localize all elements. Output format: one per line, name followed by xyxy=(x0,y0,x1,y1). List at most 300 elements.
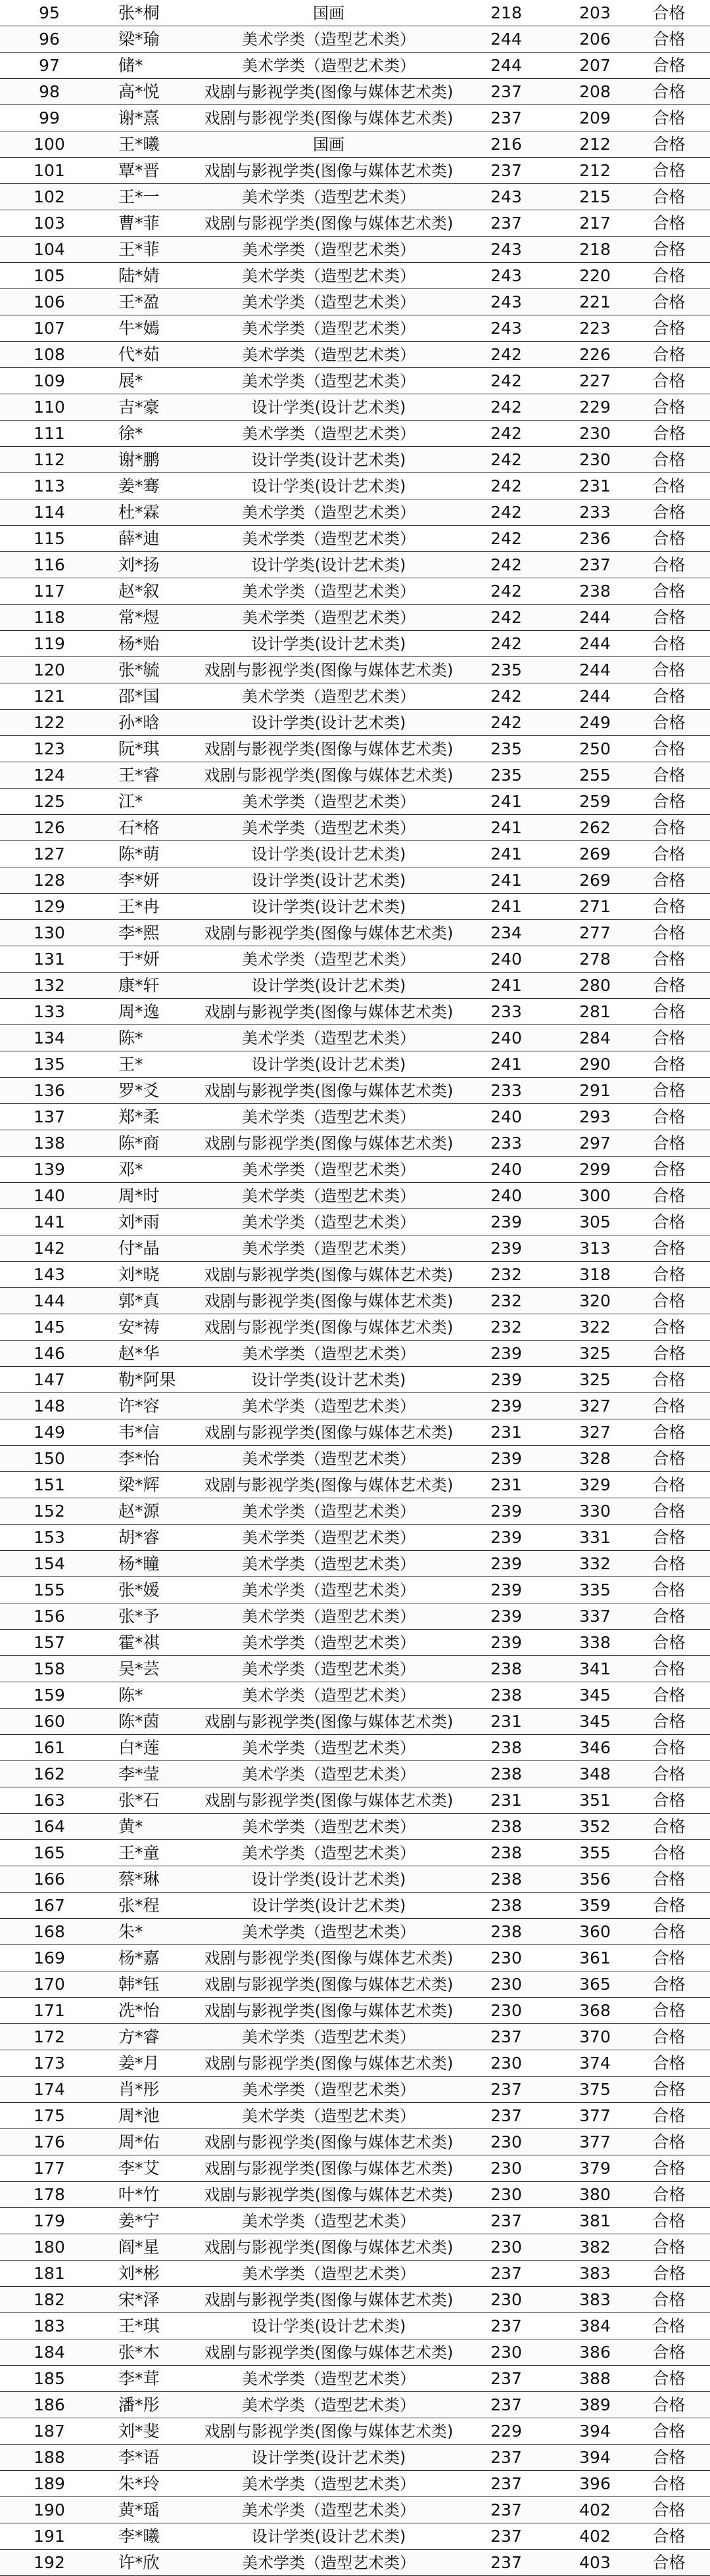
result-cell: 合格 xyxy=(652,2500,686,2519)
result-cell: 合格 xyxy=(652,2369,686,2388)
result-cell: 合格 xyxy=(652,2422,686,2441)
rank-cell: 355 xyxy=(579,1843,611,1862)
table-row xyxy=(0,1551,710,1577)
score-cell: 241 xyxy=(490,1055,522,1074)
table-row xyxy=(0,2523,710,2550)
seq-cell: 152 xyxy=(34,1502,65,1521)
name-cell: 韦*信 xyxy=(118,1423,160,1442)
rank-cell: 293 xyxy=(579,1107,611,1126)
score-cell: 232 xyxy=(490,1291,522,1310)
score-cell: 242 xyxy=(490,634,522,653)
rank-cell: 348 xyxy=(579,1764,611,1783)
name-cell: 赵*华 xyxy=(118,1344,160,1363)
result-cell: 合格 xyxy=(652,1344,686,1363)
score-cell: 237 xyxy=(490,214,522,233)
seq-cell: 170 xyxy=(34,1975,65,1994)
major-cell: 设计学类(设计艺术类) xyxy=(251,555,406,574)
result-cell: 合格 xyxy=(652,950,686,969)
name-cell: 储* xyxy=(118,56,143,75)
major-cell: 戏剧与影视学类(图像与媒体艺术类) xyxy=(204,1975,454,1994)
name-cell: 张*媛 xyxy=(118,1580,160,1599)
result-cell: 合格 xyxy=(652,1948,686,1967)
table-row xyxy=(0,26,710,53)
name-cell: 肖*彤 xyxy=(118,2080,160,2099)
score-cell: 238 xyxy=(490,1686,522,1705)
name-cell: 付*晶 xyxy=(118,1239,160,1258)
seq-cell: 179 xyxy=(34,2211,65,2230)
seq-cell: 129 xyxy=(34,897,65,916)
score-cell: 218 xyxy=(490,3,522,22)
major-cell: 美术学类（造型艺术类） xyxy=(242,1396,415,1415)
rank-cell: 402 xyxy=(579,2500,611,2519)
table-row xyxy=(0,473,710,499)
table-row xyxy=(0,1656,710,1682)
table-row xyxy=(0,2313,710,2339)
major-cell: 美术学类（造型艺术类） xyxy=(242,2395,415,2414)
table-row xyxy=(0,526,710,552)
seq-cell: 120 xyxy=(34,660,65,679)
rank-cell: 244 xyxy=(579,687,611,706)
table-row xyxy=(0,1288,710,1314)
rank-cell: 328 xyxy=(579,1449,611,1468)
score-cell: 239 xyxy=(490,1370,522,1389)
seq-cell: 122 xyxy=(34,713,65,732)
rank-cell: 379 xyxy=(579,2159,611,2178)
seq-cell: 111 xyxy=(34,424,65,443)
result-cell: 合格 xyxy=(652,1449,686,1468)
major-cell: 美术学类（造型艺术类） xyxy=(242,2500,415,2519)
rank-cell: 327 xyxy=(579,1423,611,1442)
table-row xyxy=(0,1367,710,1393)
score-cell: 240 xyxy=(490,950,522,969)
rank-cell: 206 xyxy=(579,30,611,49)
name-cell: 姜*月 xyxy=(118,2054,160,2073)
score-cell: 237 xyxy=(490,82,522,101)
name-cell: 赵*源 xyxy=(118,1502,160,1521)
result-cell: 合格 xyxy=(652,739,686,758)
score-cell: 242 xyxy=(490,529,522,548)
table-row xyxy=(0,210,710,237)
score-cell: 230 xyxy=(490,2159,522,2178)
result-cell: 合格 xyxy=(652,450,686,469)
table-row xyxy=(0,1051,710,1078)
table-row xyxy=(0,342,710,368)
seq-cell: 123 xyxy=(34,739,65,758)
seq-cell: 180 xyxy=(34,2238,65,2257)
score-cell: 237 xyxy=(490,2369,522,2388)
rank-cell: 271 xyxy=(579,897,611,916)
name-cell: 孙*晗 xyxy=(118,713,160,732)
name-cell: 潘*彤 xyxy=(118,2395,160,2414)
result-cell: 合格 xyxy=(652,214,686,233)
result-cell: 合格 xyxy=(652,871,686,890)
name-cell: 石*格 xyxy=(118,818,160,837)
table-row xyxy=(0,1498,710,1525)
result-cell: 合格 xyxy=(652,2448,686,2467)
table-row xyxy=(0,2445,710,2471)
score-cell: 240 xyxy=(490,1160,522,1179)
result-cell: 合格 xyxy=(652,2395,686,2414)
major-cell: 戏剧与影视学类(图像与媒体艺术类) xyxy=(204,2001,454,2020)
table-row xyxy=(0,683,710,710)
seq-cell: 102 xyxy=(34,187,65,206)
score-cell: 232 xyxy=(490,1265,522,1284)
name-cell: 陈*商 xyxy=(118,1134,160,1153)
name-cell: 李*艾 xyxy=(118,2159,160,2178)
score-cell: 239 xyxy=(490,1344,522,1363)
name-cell: 张*石 xyxy=(118,1791,160,1810)
major-cell: 戏剧与影视学类(图像与媒体艺术类) xyxy=(204,1002,454,1021)
result-cell: 合格 xyxy=(652,1239,686,1258)
name-cell: 刘*扬 xyxy=(118,555,160,574)
result-cell: 合格 xyxy=(652,634,686,653)
table-row xyxy=(0,1682,710,1709)
seq-cell: 162 xyxy=(34,1764,65,1783)
major-cell: 戏剧与影视学类(图像与媒体艺术类) xyxy=(204,2159,454,2178)
seq-cell: 118 xyxy=(34,608,65,627)
major-cell: 设计学类(设计艺术类) xyxy=(251,1370,406,1389)
seq-cell: 191 xyxy=(34,2527,65,2546)
table-row xyxy=(0,79,710,105)
major-cell: 美术学类（造型艺术类） xyxy=(242,371,415,390)
table-row xyxy=(0,315,710,342)
name-cell: 王*睿 xyxy=(118,766,160,785)
table-row xyxy=(0,1025,710,1051)
rank-cell: 335 xyxy=(579,1580,611,1599)
rank-cell: 380 xyxy=(579,2185,611,2204)
score-cell: 239 xyxy=(490,1607,522,1626)
score-cell: 239 xyxy=(490,1239,522,1258)
major-cell: 设计学类(设计艺术类) xyxy=(251,2448,406,2467)
table-row xyxy=(0,368,710,394)
name-cell: 李*熙 xyxy=(118,923,160,942)
result-cell: 合格 xyxy=(652,713,686,732)
seq-cell: 141 xyxy=(34,1212,65,1231)
score-cell: 216 xyxy=(490,135,522,154)
major-cell: 美术学类（造型艺术类） xyxy=(242,2474,415,2493)
seq-cell: 116 xyxy=(34,555,65,574)
rank-cell: 280 xyxy=(579,976,611,995)
major-cell: 美术学类（造型艺术类） xyxy=(242,2211,415,2230)
result-cell: 合格 xyxy=(652,2027,686,2046)
rank-cell: 394 xyxy=(579,2448,611,2467)
table-row xyxy=(0,973,710,999)
name-cell: 刘*斐 xyxy=(118,2422,160,2441)
result-cell: 合格 xyxy=(652,371,686,390)
major-cell: 美术学类（造型艺术类） xyxy=(242,687,415,706)
seq-cell: 161 xyxy=(34,1738,65,1757)
score-cell: 239 xyxy=(490,1580,522,1599)
table-row xyxy=(0,1709,710,1735)
name-cell: 勒*阿果 xyxy=(118,1370,176,1389)
table-row xyxy=(0,2497,710,2523)
major-cell: 美术学类（造型艺术类） xyxy=(242,1186,415,1205)
score-cell: 242 xyxy=(490,555,522,574)
seq-cell: 115 xyxy=(34,529,65,548)
seq-cell: 110 xyxy=(34,398,65,417)
major-cell: 戏剧与影视学类(图像与媒体艺术类) xyxy=(204,2290,454,2309)
major-cell: 美术学类（造型艺术类） xyxy=(242,1764,415,1783)
result-cell: 合格 xyxy=(652,1370,686,1389)
result-cell: 合格 xyxy=(652,976,686,995)
major-cell: 设计学类(设计艺术类) xyxy=(251,2316,406,2335)
major-cell: 国画 xyxy=(313,135,344,154)
major-cell: 设计学类(设计艺术类) xyxy=(251,476,406,495)
seq-cell: 101 xyxy=(34,161,65,180)
result-cell: 合格 xyxy=(652,792,686,811)
seq-cell: 145 xyxy=(34,1318,65,1337)
score-cell: 230 xyxy=(490,2343,522,2362)
rank-cell: 212 xyxy=(579,161,611,180)
rank-cell: 370 xyxy=(579,2027,611,2046)
score-cell: 241 xyxy=(490,871,522,890)
major-cell: 美术学类（造型艺术类） xyxy=(242,424,415,443)
score-cell: 241 xyxy=(490,818,522,837)
name-cell: 周*逸 xyxy=(118,1002,160,1021)
rank-cell: 382 xyxy=(579,2238,611,2257)
score-cell: 230 xyxy=(490,2054,522,2073)
score-cell: 243 xyxy=(490,292,522,311)
result-cell: 合格 xyxy=(652,2054,686,2073)
table-row xyxy=(0,263,710,289)
rank-cell: 356 xyxy=(579,1870,611,1889)
table-row xyxy=(0,736,710,762)
seq-cell: 131 xyxy=(34,950,65,969)
seq-cell: 165 xyxy=(34,1843,65,1862)
score-cell: 229 xyxy=(490,2422,522,2441)
name-cell: 李*语 xyxy=(118,2448,160,2467)
rank-cell: 227 xyxy=(579,371,611,390)
name-cell: 梁*辉 xyxy=(118,1475,160,1494)
score-cell: 237 xyxy=(490,161,522,180)
seq-cell: 185 xyxy=(34,2369,65,2388)
table-row xyxy=(0,2550,710,2576)
rank-cell: 402 xyxy=(579,2527,611,2546)
name-cell: 代*茹 xyxy=(118,345,160,364)
rank-cell: 305 xyxy=(579,1212,611,1231)
rank-cell: 325 xyxy=(579,1370,611,1389)
seq-cell: 154 xyxy=(34,1554,65,1573)
score-cell: 233 xyxy=(490,1081,522,1100)
score-cell: 239 xyxy=(490,1396,522,1415)
name-cell: 覃*晋 xyxy=(118,161,160,180)
rank-cell: 327 xyxy=(579,1396,611,1415)
result-cell: 合格 xyxy=(652,345,686,364)
result-cell: 合格 xyxy=(652,1081,686,1100)
result-cell: 合格 xyxy=(652,2211,686,2230)
rank-cell: 277 xyxy=(579,923,611,942)
name-cell: 张*予 xyxy=(118,1607,160,1626)
table-row xyxy=(0,2234,710,2261)
major-cell: 美术学类（造型艺术类） xyxy=(242,56,415,75)
rank-cell: 338 xyxy=(579,1633,611,1652)
major-cell: 戏剧与影视学类(图像与媒体艺术类) xyxy=(204,214,454,233)
result-cell: 合格 xyxy=(652,476,686,495)
result-cell: 合格 xyxy=(652,2238,686,2257)
table-row xyxy=(0,1209,710,1235)
rank-cell: 351 xyxy=(579,1791,611,1810)
name-cell: 于*妍 xyxy=(118,950,160,969)
seq-cell: 158 xyxy=(34,1659,65,1678)
major-cell: 戏剧与影视学类(图像与媒体艺术类) xyxy=(204,923,454,942)
table-row xyxy=(0,1840,710,1866)
rank-cell: 377 xyxy=(579,2132,611,2151)
result-cell: 合格 xyxy=(652,3,686,22)
name-cell: 张*程 xyxy=(118,1896,160,1915)
seq-cell: 156 xyxy=(34,1607,65,1626)
result-cell: 合格 xyxy=(652,818,686,837)
major-cell: 美术学类（造型艺术类） xyxy=(242,2080,415,2099)
rank-cell: 330 xyxy=(579,1502,611,1521)
major-cell: 戏剧与影视学类(图像与媒体艺术类) xyxy=(204,161,454,180)
seq-cell: 189 xyxy=(34,2474,65,2493)
major-cell: 美术学类（造型艺术类） xyxy=(242,1922,415,1941)
major-cell: 美术学类（造型艺术类） xyxy=(242,2264,415,2283)
seq-cell: 106 xyxy=(34,292,65,311)
table-row xyxy=(0,1787,710,1814)
name-cell: 张*木 xyxy=(118,2343,160,2362)
result-cell: 合格 xyxy=(652,1212,686,1231)
result-cell: 合格 xyxy=(652,1502,686,1521)
major-cell: 戏剧与影视学类(图像与媒体艺术类) xyxy=(204,1081,454,1100)
result-cell: 合格 xyxy=(652,2474,686,2493)
seq-cell: 149 xyxy=(34,1423,65,1442)
major-cell: 设计学类(设计艺术类) xyxy=(251,1896,406,1915)
name-cell: 冼*怡 xyxy=(118,2001,160,2020)
major-cell: 戏剧与影视学类(图像与媒体艺术类) xyxy=(204,766,454,785)
result-cell: 合格 xyxy=(652,1607,686,1626)
name-cell: 郑*柔 xyxy=(118,1107,160,1126)
rank-cell: 383 xyxy=(579,2290,611,2309)
major-cell: 美术学类（造型艺术类） xyxy=(242,345,415,364)
table-row xyxy=(0,999,710,1025)
result-cell: 合格 xyxy=(652,2001,686,2020)
table-row xyxy=(0,447,710,473)
rank-cell: 368 xyxy=(579,2001,611,2020)
name-cell: 张*毓 xyxy=(118,660,160,679)
major-cell: 设计学类(设计艺术类) xyxy=(251,2527,406,2546)
seq-cell: 126 xyxy=(34,818,65,837)
score-cell: 242 xyxy=(490,345,522,364)
rank-cell: 229 xyxy=(579,398,611,417)
rank-cell: 244 xyxy=(579,660,611,679)
name-cell: 蔡*琳 xyxy=(118,1870,160,1889)
major-cell: 设计学类(设计艺术类) xyxy=(251,634,406,653)
name-cell: 杨*瞳 xyxy=(118,1554,160,1573)
score-cell: 237 xyxy=(490,108,522,127)
score-cell: 237 xyxy=(490,2395,522,2414)
result-cell: 合格 xyxy=(652,1659,686,1678)
table-row xyxy=(0,1235,710,1262)
score-cell: 239 xyxy=(490,1449,522,1468)
name-cell: 曹*菲 xyxy=(118,214,160,233)
result-cell: 合格 xyxy=(652,1580,686,1599)
table-row xyxy=(0,657,710,683)
table-row xyxy=(0,2471,710,2497)
result-cell: 合格 xyxy=(652,1291,686,1310)
seq-cell: 173 xyxy=(34,2054,65,2073)
name-cell: 陆*婧 xyxy=(118,266,160,285)
major-cell: 戏剧与影视学类(图像与媒体艺术类) xyxy=(204,2054,454,2073)
seq-cell: 148 xyxy=(34,1396,65,1415)
result-cell: 合格 xyxy=(652,2106,686,2125)
seq-cell: 188 xyxy=(34,2448,65,2467)
seq-cell: 160 xyxy=(34,1712,65,1731)
table-row xyxy=(0,1998,710,2024)
table-row xyxy=(0,0,710,26)
major-cell: 戏剧与影视学类(图像与媒体艺术类) xyxy=(204,739,454,758)
result-cell: 合格 xyxy=(652,1423,686,1442)
table-row xyxy=(0,894,710,920)
score-cell: 242 xyxy=(490,687,522,706)
table-row xyxy=(0,1078,710,1104)
table-row xyxy=(0,2103,710,2129)
score-cell: 241 xyxy=(490,976,522,995)
result-cell: 合格 xyxy=(652,555,686,574)
seq-cell: 181 xyxy=(34,2264,65,2283)
score-cell: 238 xyxy=(490,1922,522,1941)
seq-cell: 166 xyxy=(34,1870,65,1889)
name-cell: 刘*雨 xyxy=(118,1212,160,1231)
result-cell: 合格 xyxy=(652,2159,686,2178)
rank-cell: 238 xyxy=(579,582,611,601)
seq-cell: 97 xyxy=(39,56,60,75)
table-row xyxy=(0,2287,710,2313)
rank-cell: 278 xyxy=(579,950,611,969)
table-row xyxy=(0,789,710,815)
table-row xyxy=(0,552,710,578)
score-cell: 240 xyxy=(490,1107,522,1126)
result-cell: 合格 xyxy=(652,1396,686,1415)
rank-cell: 290 xyxy=(579,1055,611,1074)
seq-cell: 182 xyxy=(34,2290,65,2309)
seq-cell: 119 xyxy=(34,634,65,653)
major-cell: 美术学类（造型艺术类） xyxy=(242,1449,415,1468)
score-cell: 230 xyxy=(490,1948,522,1967)
table-row xyxy=(0,289,710,315)
major-cell: 美术学类（造型艺术类） xyxy=(242,187,415,206)
seq-cell: 117 xyxy=(34,582,65,601)
rank-cell: 375 xyxy=(579,2080,611,2099)
score-cell: 238 xyxy=(490,1896,522,1915)
rank-cell: 244 xyxy=(579,634,611,653)
major-cell: 戏剧与影视学类(图像与媒体艺术类) xyxy=(204,2422,454,2441)
score-cell: 238 xyxy=(490,1870,522,1889)
seq-cell: 168 xyxy=(34,1922,65,1941)
major-cell: 美术学类（造型艺术类） xyxy=(242,503,415,522)
result-cell: 合格 xyxy=(652,1318,686,1337)
name-cell: 李*妍 xyxy=(118,871,160,890)
score-cell: 243 xyxy=(490,319,522,338)
rank-cell: 269 xyxy=(579,871,611,890)
result-cell: 合格 xyxy=(652,1265,686,1284)
major-cell: 设计学类(设计艺术类) xyxy=(251,1055,406,1074)
table-row xyxy=(0,1157,710,1183)
rank-cell: 237 xyxy=(579,555,611,574)
score-cell: 231 xyxy=(490,1475,522,1494)
table-row xyxy=(0,1761,710,1787)
name-cell: 胡*睿 xyxy=(118,1528,160,1547)
table-row xyxy=(0,53,710,79)
result-cell: 合格 xyxy=(652,1764,686,1783)
table-row xyxy=(0,421,710,447)
result-cell: 合格 xyxy=(652,1002,686,1021)
name-cell: 宋*泽 xyxy=(118,2290,160,2309)
major-cell: 美术学类（造型艺术类） xyxy=(242,1686,415,1705)
score-cell: 230 xyxy=(490,2001,522,2020)
score-cell: 230 xyxy=(490,2185,522,2204)
rank-cell: 259 xyxy=(579,792,611,811)
